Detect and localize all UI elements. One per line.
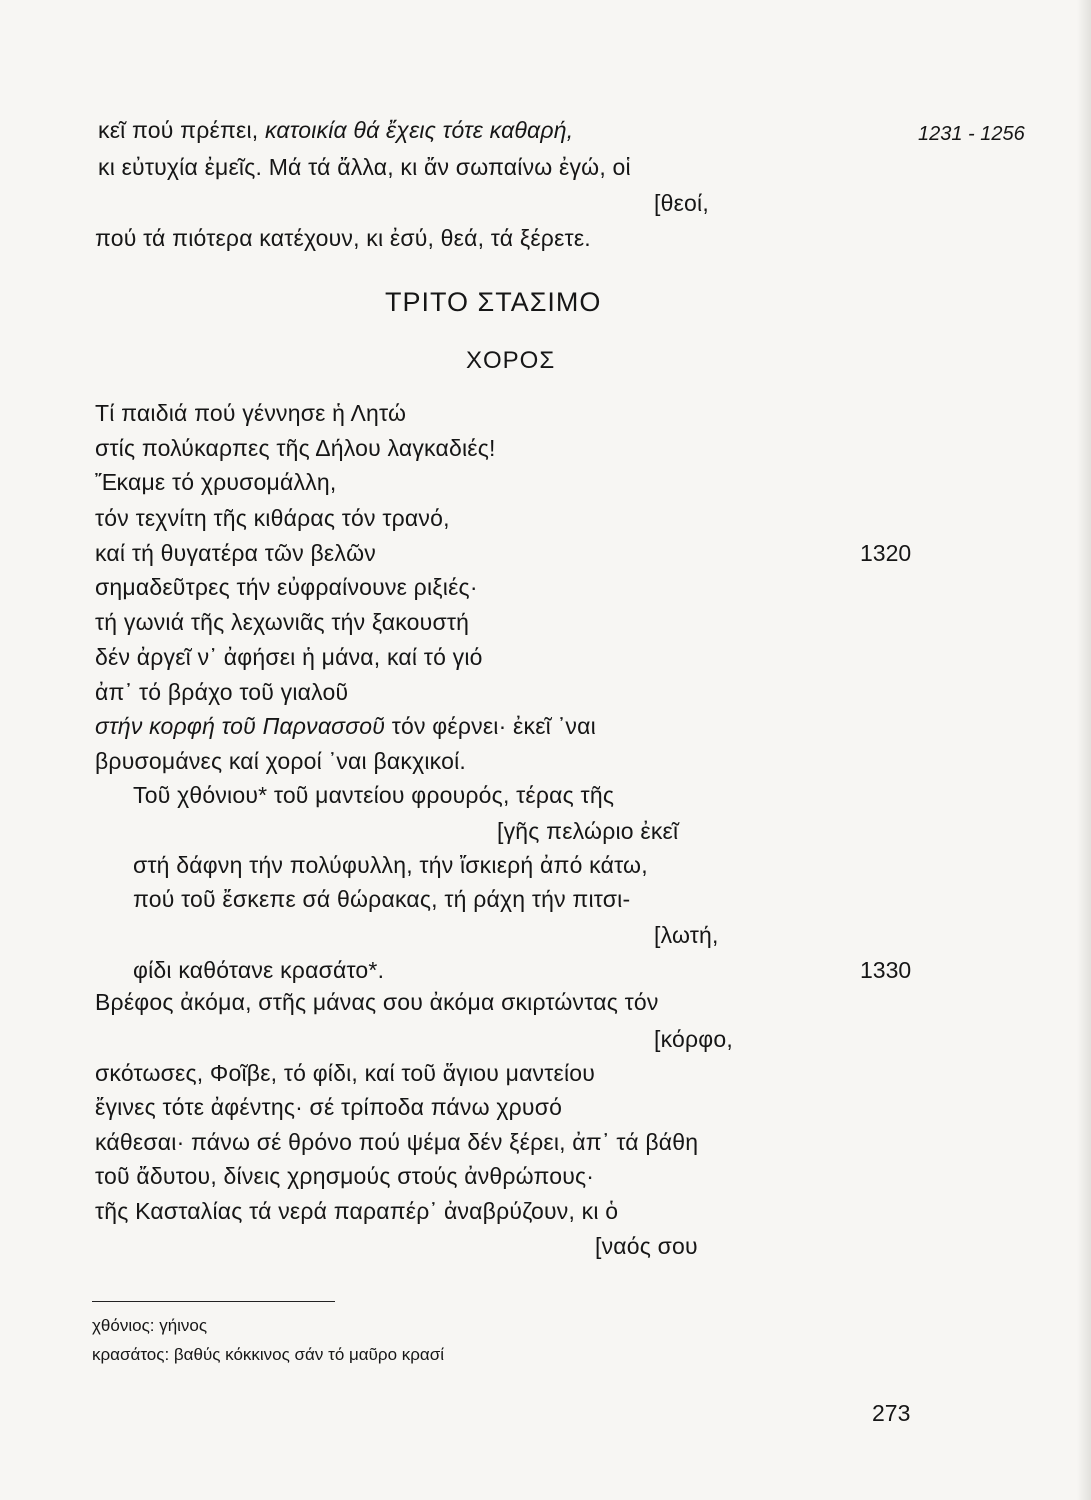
section-title: ΤΡΙΤΟ ΣΤΑΣΙΜΟ — [385, 287, 602, 317]
verse-line: στή δάφνη τήν πολύφυλλη, τήν ἴσκιερή ἀπό κάτω, — [133, 852, 648, 878]
verse-line: κάθεσαι· πάνω σέ θρόνο πού ψέμα δέν ξέρει, ἀπ᾽ τά βάθη — [95, 1129, 699, 1155]
opening-line-2: κι εὐτυχία ἐμεῖς. Μά τά ἄλλα, κι ἄν σωπαίνω ἐγώ, οἱ — [98, 154, 631, 180]
line-number: 1320 — [860, 540, 912, 566]
verse-line: Τοῦ χθόνιου* τοῦ μαντείου φρουρός, τέρας τῆς — [133, 782, 615, 808]
verse-line: στίς πολύκαρπες τῆς Δήλου λαγκαδιές! — [95, 435, 496, 461]
verse-line: τόν τεχνίτη τῆς κιθάρας τόν τρανό, — [95, 505, 450, 531]
footnote-divider — [92, 1301, 335, 1302]
verse-line: σημαδεῦτρες τήν εὐφραίνουνε ριξιές· — [95, 574, 478, 600]
opening-line-4: πού τά πιότερα κατέχουν, κι ἐσύ, θεά, τά ξέρετε. — [95, 225, 591, 251]
verse-line: ἀπ᾽ τό βράχο τοῦ γιαλοῦ — [95, 679, 349, 705]
verse-line: [γῆς πελώριο ἐκεῖ — [497, 818, 679, 844]
verse-line: τή γωνιά τῆς λεχωνιᾶς τήν ξακουστή — [95, 609, 470, 635]
verse-line: καί τή θυγατέρα τῶν βελῶν — [95, 540, 376, 566]
opening-line-1: κεῖ πού πρέπει, κατοικία θά ἔχεις τότε καθαρή, — [98, 117, 574, 143]
verse-line: βρυσομάνες καί χοροί ᾽ναι βακχικοί. — [95, 748, 466, 774]
verse-line: πού τοῦ ἔσκεπε σά θώρακας, τή ράχη τήν πιτσι- — [133, 886, 631, 912]
line-range-reference: 1231 - 1256 — [918, 123, 1025, 145]
verse-line: φίδι καθότανε κρασάτο*. — [133, 957, 385, 983]
verse-line: [ναός σου — [595, 1233, 698, 1259]
verse-line: σκότωσες, Φοῖβε, τό φίδι, καί τοῦ ἅγιου μαντείου — [95, 1060, 596, 1086]
footnote: χθόνιος: γήινος — [92, 1316, 208, 1335]
verse-line: Τί παιδιά πού γέννησε ἡ Λητώ — [95, 400, 407, 426]
line-number: 1330 — [860, 957, 912, 983]
verse-line: στήν κορφή τοῦ Παρνασσοῦ τόν φέρνει· ἐκεῖ ᾽ναι — [95, 713, 596, 739]
footnote: κρασάτος: βαθύς κόκκινος σάν τό μαῦρο κρασί — [92, 1345, 445, 1364]
verse-line: [κόρφο, — [654, 1026, 733, 1052]
verse-line: τῆς Κασταλίας τά νερά παραπέρ᾽ ἀναβρύζουν, κι ὁ — [95, 1198, 619, 1224]
chorus-speaker: ΧΟΡΟΣ — [466, 347, 556, 374]
opening-line-3: [θεοί, — [654, 190, 709, 216]
page-edge — [1077, 0, 1091, 1500]
verse-line: ἔγινες τότε ἀφέντης· σέ τρίποδα πάνω χρυσό — [95, 1094, 563, 1120]
verse-line: Βρέφος ἀκόμα, στῆς μάνας σου ἀκόμα σκιρτώντας τόν — [95, 989, 659, 1015]
verse-line: δέν ἀργεῖ ν᾽ ἀφήσει ἡ μάνα, καί τό γιό — [95, 644, 483, 670]
page-number: 273 — [872, 1400, 911, 1426]
verse-line: τοῦ ἄδυτου, δίνεις χρησμούς στούς ἀνθρώπους· — [95, 1163, 595, 1189]
verse-line: Ἔκαμε τό χρυσομάλλη, — [95, 469, 337, 495]
verse-line: [λωτή, — [654, 922, 719, 948]
